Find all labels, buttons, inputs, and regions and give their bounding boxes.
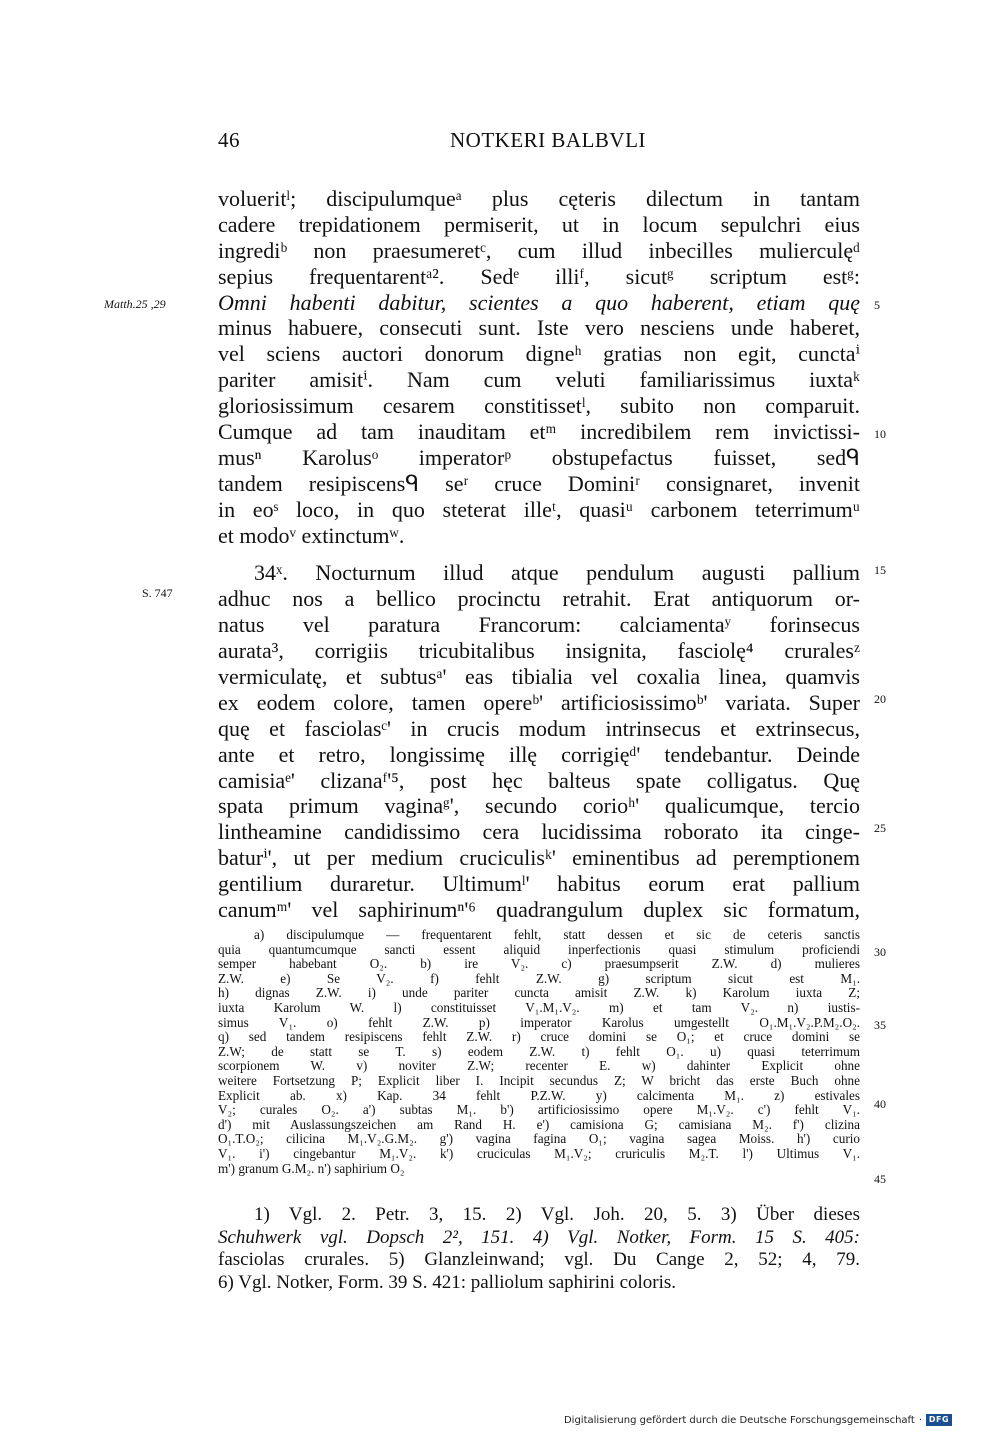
text-line: canumᵐ' vel saphirinumⁿ'⁶ quadrangulum duplex sic formatum, <box>218 897 860 923</box>
margin-ref-matthew: Matth.25 ,29 <box>104 297 166 311</box>
text-line: baturⁱ', ut per medium cruciculisᵏ' eminentibus ad peremptionem <box>218 845 860 871</box>
digitization-credit: Digitalisierung gefördert durch die Deutsche Forschungsgemeinschaft · DFG <box>564 1414 952 1426</box>
apparatus-line: h) dignas Z.W. i) unde pariter cuncta amisit Z.W. k) Karolum iuxta Z; <box>218 985 860 1001</box>
text-line: lintheamine candidissimo cera lucidissima roborato ita cinge- <box>218 819 860 845</box>
text-line: aurata³, corrigiis tricubitalibus insignita, fasciolę⁴ cruralesᶻ <box>218 638 860 664</box>
margin-ref-page: S. 747 <box>142 586 173 600</box>
line-number: 45 <box>874 1172 886 1186</box>
text-line: Cumque ad tam inauditam etᵐ incredibilem rem invictissi- <box>218 419 860 445</box>
critical-apparatus <box>218 928 860 1176</box>
text-line: ex eodem colore, tamen opereᵇ' artificiosissimoᵇ' variata. Super <box>218 689 860 715</box>
main-text <box>218 186 860 923</box>
line-number: 30 <box>874 945 886 959</box>
text-line: ante et retro, longissimę illę corrigięᵈ' tendebantur. Deinde <box>218 741 860 767</box>
text-line: vel sciens auctori donorum digneʰ gratias non egit, cunctaⁱ <box>218 341 860 367</box>
apparatus-line: scorpionem W. v) noviter Z.W; recenter E. w) dahinter Explicit ohne <box>218 1058 860 1074</box>
text-line: gentilium duraretur. Ultimumˡ' habitus eorum erat pallium <box>218 871 860 897</box>
text-line: Omni habenti dabitur, scientes a quo haberent, etiam quę <box>218 289 860 315</box>
apparatus-line: a) discipulumque — frequentarent fehlt, statt dessen et sic de ceteris sanctis <box>254 927 860 942</box>
footnotes <box>218 1204 860 1294</box>
line-number: 40 <box>874 1097 886 1111</box>
apparatus-line: O₁.T.O₂; cilicina M₁.V₂.G.M₂. g') vagina fagina O₁; vagina sagea Moiss. h') curio <box>218 1131 860 1147</box>
text-line: in eoˢ loco, in quo steterat illeᵗ, quasiᵘ carbonem teterrimumᵘ <box>218 496 860 522</box>
text-line: tandem resipiscensᑫ seʳ cruce Dominiʳ consignaret, invenit <box>218 470 860 496</box>
text-line: cadere trepidationem permiserit, ut in locum sepulchri eius <box>218 211 860 237</box>
line-number: 25 <box>874 821 886 835</box>
line-number: 5 <box>874 298 880 312</box>
text-line: musⁿ Karolusᵒ imperatorᵖ obstupefactus fuisset, sedᑫ <box>218 444 860 470</box>
dfg-logo-icon: DFG <box>926 1414 952 1426</box>
line-number: 35 <box>874 1018 886 1032</box>
text-line: natus vel paratura Francorum: calciamentaʸ forinsecus <box>218 612 860 638</box>
apparatus-line: Explicit ab. x) Kap. 34 fehlt P.Z.W. y) calcimenta M₁. z) estivales <box>218 1087 860 1103</box>
text-line: minus habuere, consecuti sunt. Iste vero nesciens unde haberet, <box>218 315 860 341</box>
apparatus-line: d') mit Auslassungszeichen am Rand H. e') camisiona G; camisiana M₂. f') clizina <box>218 1116 860 1132</box>
text-line: vermiculatę, et subtusᵃ' eas tibialia vel coxalia linea, quamvis <box>218 664 860 690</box>
footnote-line: fasciolas crurales. 5) Glanzleinwand; vgl. Du Cange 2, 52; 4, 79. <box>218 1249 860 1270</box>
footnote-line: Schuhwerk vgl. Dopsch 2², 151. 4) Vgl. Notker, Form. 15 S. 405: <box>218 1226 860 1248</box>
text-line: adhuc nos a bellico procinctu retrahit. Erat antiquorum or- <box>218 586 860 612</box>
text-line: et modoᵛ extinctumʷ. <box>218 522 405 548</box>
apparatus-line: V₂; curales O₂. a') subtas M₁. b') artificiosissimo opere M₁.V₂. c') fehlt V₁. <box>218 1102 860 1118</box>
apparatus-line: m') granum G.M₂. n') saphirium O₂ <box>218 1160 405 1176</box>
text-line: spata primum vaginaᵍ', secundo corioʰ' qualicumque, tercio <box>218 793 860 819</box>
text-line: ingrediᵇ non praesumeretᶜ, cum illud inbecilles mulierculęᵈ <box>218 237 860 263</box>
chapter-start-line: 34ˣ. Nocturnum illud atque pendulum augusti pallium <box>254 560 860 586</box>
line-number: 10 <box>874 427 886 441</box>
apparatus-line: V₁. i') cingebantur M₁.V₂. k') cruciculas M₁.V₂; cruriculis M₂.T. l') Ultimus V₁. <box>218 1145 860 1161</box>
text-line: camisiaᵉ' clizanaᶠ'⁵, post hęc balteus spate colligatus. Quę <box>218 767 860 793</box>
text-line: gloriosissimum cesarem constitissetˡ, subito non comparuit. <box>218 393 860 419</box>
apparatus-line: q) sed tandem resipiscens fehlt Z.W. r) cruce domini se O₁; et cruce domini se <box>218 1029 860 1045</box>
text-line: quę et fasciolasᶜ' in crucis modum intrinsecus et extrinsecus, <box>218 715 860 741</box>
running-title: NOTKERI BALBVLI <box>450 128 646 152</box>
apparatus-line: quia quantumcumque sancti essent aliquid inperfectionis quasi stimulum proficiendi <box>218 941 860 957</box>
line-number: 15 <box>874 563 886 577</box>
credit-text: Digitalisierung gefördert durch die Deutsche Forschungsgemeinschaft <box>563 1414 915 1426</box>
line-number: 20 <box>874 692 886 706</box>
apparatus-line: simus V₁. o) fehlt Z.W. p) imperator Karolus umgestellt O₁.M₁.V₂.P.M₂.O₂. <box>218 1014 860 1030</box>
apparatus-line: semper habebant O₂. b) ire V₂. c) praesumpserit Z.W. d) mulieres <box>218 956 860 972</box>
apparatus-line: Z.W. e) Se V₂. f) fehlt Z.W. g) scriptum sicut est M₁. <box>218 970 860 986</box>
text-line: volueritˡ; discipulumqueᵃ plus cęteris dilectum in tantam <box>218 186 860 211</box>
apparatus-line: iuxta Karolum W. l) constituisset V₁.M₁.V₂. m) et tam V₂. n) iustis- <box>218 999 860 1015</box>
footnote-line: 1) Vgl. 2. Petr. 3, 15. 2) Vgl. Joh. 20, 5. 3) Über dieses <box>254 1204 860 1225</box>
text-line: sepius frequentarentᵃ². Sedᵉ illiᶠ, sicutᵍ scriptum estᵍ: <box>218 263 860 289</box>
page-number: 46 <box>218 128 240 152</box>
text-line: pariter amisitⁱ. Nam cum veluti familiarissimus iuxtaᵏ <box>218 367 860 393</box>
apparatus-line: Z.W; de statt se T. s) eodem Z.W. t) fehlt O₁. u) quasi teterrimum <box>218 1043 860 1059</box>
apparatus-line: weitere Fortsetzung P; Explicit liber I. Incipit secundus Z; W bricht das erste Buch ohne <box>218 1072 860 1088</box>
footnote-line: 6) Vgl. Notker, Form. 39 S. 421: palliolum saphirini coloris. <box>218 1271 677 1293</box>
